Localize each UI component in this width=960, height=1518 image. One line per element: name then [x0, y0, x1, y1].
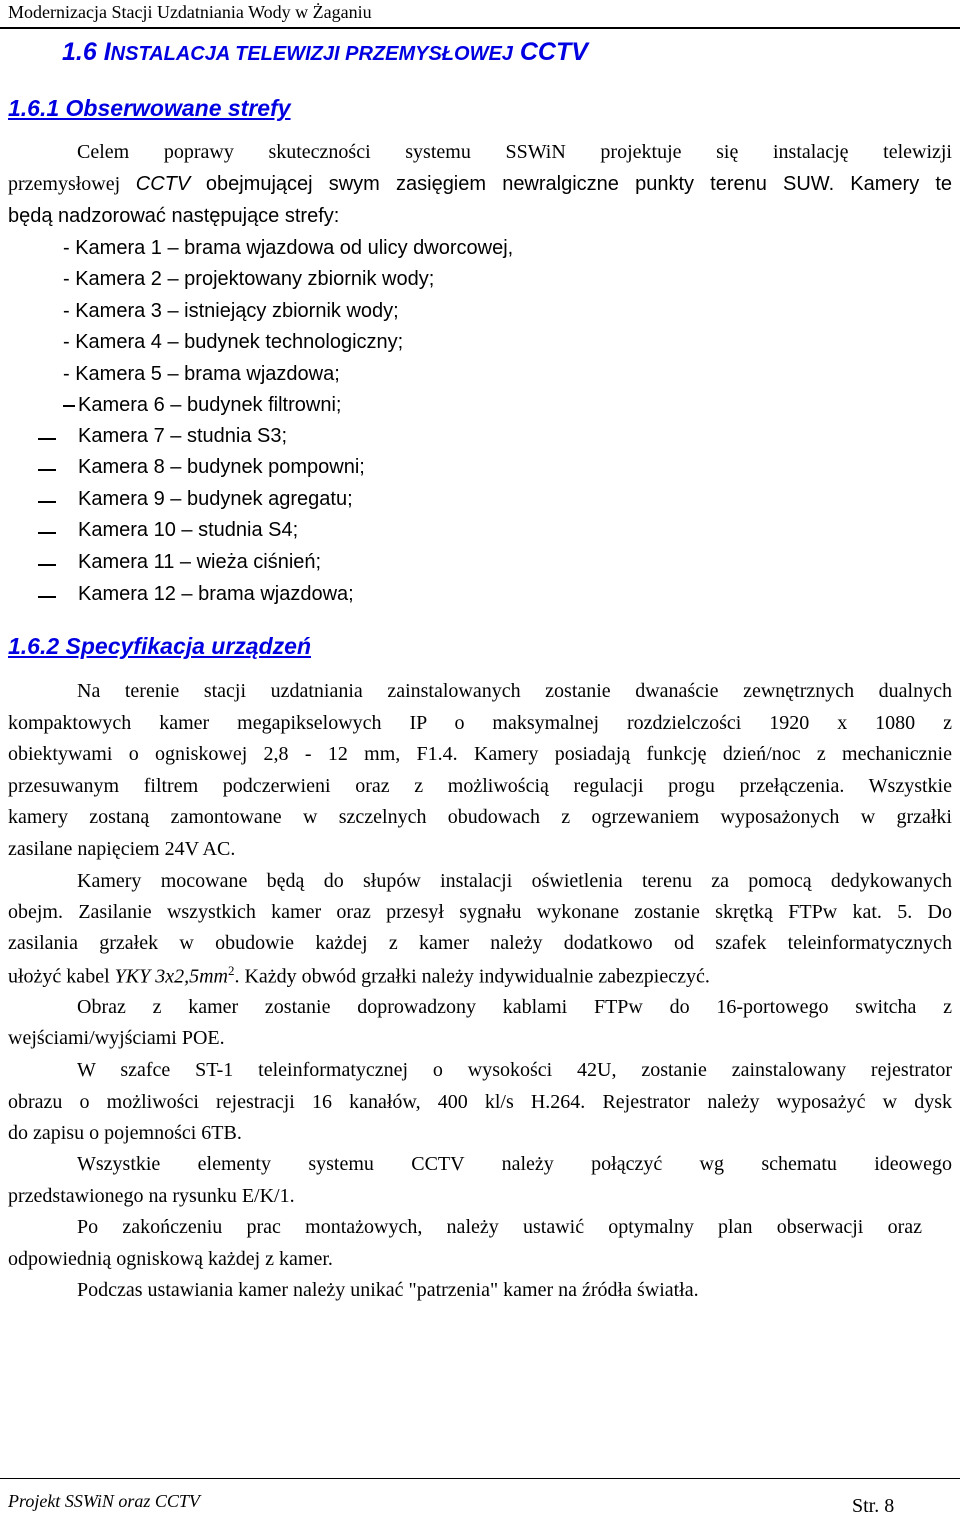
- dash-bullet: [38, 532, 56, 534]
- camera-list-item: Kamera 12 – brama wjazdowa;: [78, 583, 354, 606]
- paragraph-line: kamery zostaną zamontowane w szczelnych obudowach z ogrzewaniem wyposażonych w grzałki: [8, 806, 952, 828]
- paragraph-line: wejściami/wyjściami POE.: [8, 1027, 225, 1049]
- camera-list-item: Kamera 8 – budynek pompowni;: [78, 456, 365, 479]
- dash-bullet: [38, 501, 56, 503]
- section-title-rest: NSTALACJA TELEWIZJI PRZEMYSŁOWEJ: [110, 43, 513, 65]
- paragraph-line: obrazu o możliwości rejestracji 16 kanałów, 400 kl/s H.264. Rejestrator należy wyposażyć w dysk: [8, 1091, 952, 1113]
- camera-list-item: - Kamera 1 – brama wjazdowa od ulicy dworcowej,: [63, 237, 514, 259]
- paragraph-line: Kamery mocowane będą do słupów instalacji oświetlenia terenu za pomocą dedykowanych: [77, 870, 952, 892]
- paragraph-line: Po zakończeniu prac montażowych, należy ustawić optymalny plan obserwacji oraz: [77, 1216, 922, 1238]
- paragraph-line: zasilania grzałek w obudowie każdej z kamer należy dodatkowo od szafek teleinformatycznych: [8, 932, 952, 954]
- paragraph-line: zasilane napięciem 24V AC.: [8, 838, 236, 860]
- paragraph-line: Na terenie stacji uzdatniania zainstalowanych zostanie dwanaście zewnętrznych dualnych: [77, 680, 952, 702]
- paragraph-line: do zapisu o pojemności 6TB.: [8, 1122, 242, 1144]
- paragraph-line: Wszystkie elementy systemu CCTV należy połączyć wg schematu ideowego: [77, 1153, 952, 1175]
- paragraph-line: przedstawionego na rysunku E/K/1.: [8, 1185, 295, 1207]
- camera-list-item: Kamera 9 – budynek agregatu;: [78, 488, 353, 511]
- camera-list-item: - Kamera 3 – istniejący zbiornik wody;: [63, 300, 399, 322]
- paragraph-line: odpowiednią ogniskową każdej z kamer.: [8, 1248, 333, 1270]
- dash-bullet: [38, 596, 56, 598]
- paragraph-line: Celem poprawy skuteczności systemu SSWiN projektuje się instalację telewizji: [77, 141, 952, 163]
- paragraph-line: Podczas ustawiania kamer należy unikać "patrzenia" kamer na źródła światła.: [77, 1279, 699, 1301]
- paragraph-line: przesuwanym filtrem podczerwieni oraz z możliwością regulacji progu przełączenia. Wszystkie: [8, 775, 952, 797]
- paragraph-line: obiektywami o ogniskowej 2,8 - 12 mm, F1.4. Kamery posiadają funkcję dzień/noc z mechanicznie: [8, 743, 952, 765]
- section-number: 1.6: [62, 38, 97, 66]
- section-title-initial: I: [103, 38, 111, 66]
- camera-list-item: - Kamera 5 – brama wjazdowa;: [63, 363, 340, 385]
- page-number: Str. 8: [852, 1495, 895, 1517]
- camera-list-item: Kamera 7 – studnia S3;: [78, 425, 287, 448]
- paragraph-line: przemysłowej CCTV obejmującej swym zasięgiem newralgiczne punkty terenu SUW. Kamery te: [8, 173, 953, 195]
- camera-list-item: - Kamera 4 – budynek technologiczny;: [63, 331, 404, 353]
- footer-project-name: Projekt SSWiN oraz CCTV: [8, 1491, 200, 1511]
- camera-list-item: Kamera 11 – wieża ciśnień;: [78, 551, 321, 574]
- section-title: [62, 38, 588, 67]
- running-header: Modernizacja Stacji Uzdatniania Wody w Żaganiu: [8, 2, 372, 22]
- dash-bullet: [38, 469, 56, 471]
- dash-bullet: [38, 564, 56, 566]
- subsection-title-device-spec: 1.6.2 Specyfikacja urządzeń: [8, 633, 311, 659]
- camera-list-item: - Kamera 2 – projektowany zbiornik wody;: [63, 268, 435, 290]
- header-rule: [0, 27, 960, 29]
- footer-rule: [0, 1478, 960, 1479]
- paragraph-line: W szafce ST-1 teleinformatycznej o wysokości 42U, zostanie zainstalowany rejestrator: [77, 1059, 952, 1081]
- camera-list-item: Kamera 6 – budynek filtrowni;: [63, 394, 341, 417]
- paragraph-line: ułożyć kabel YKY $3x2,5mm^2$. Każdy obwód grzałki należy indywidualnie zabezpieczyć.: [8, 963, 710, 988]
- section-title-tail: CCTV: [519, 38, 588, 66]
- paragraph-line: obejm. Zasilanie wszystkich kamer oraz przesył sygnału wykonane zostanie skrętką FTPw kat. 5. Do: [8, 901, 952, 923]
- subsection-title-observed-zones: 1.6.1 Obserwowane strefy: [8, 95, 291, 121]
- paragraph-line: Obraz z kamer zostanie doprowadzony kablami FTPw do 16-portowego switcha z: [77, 996, 952, 1018]
- dash-bullet: [63, 405, 75, 407]
- dash-bullet: [38, 438, 56, 440]
- paragraph-line: kompaktowych kamer megapikselowych IP o maksymalnej rozdzielczości 1920 x 1080 z: [8, 712, 952, 734]
- camera-list-item: Kamera 10 – studnia S4;: [78, 519, 298, 542]
- paragraph-line: będą nadzorować następujące strefy:: [8, 205, 340, 227]
